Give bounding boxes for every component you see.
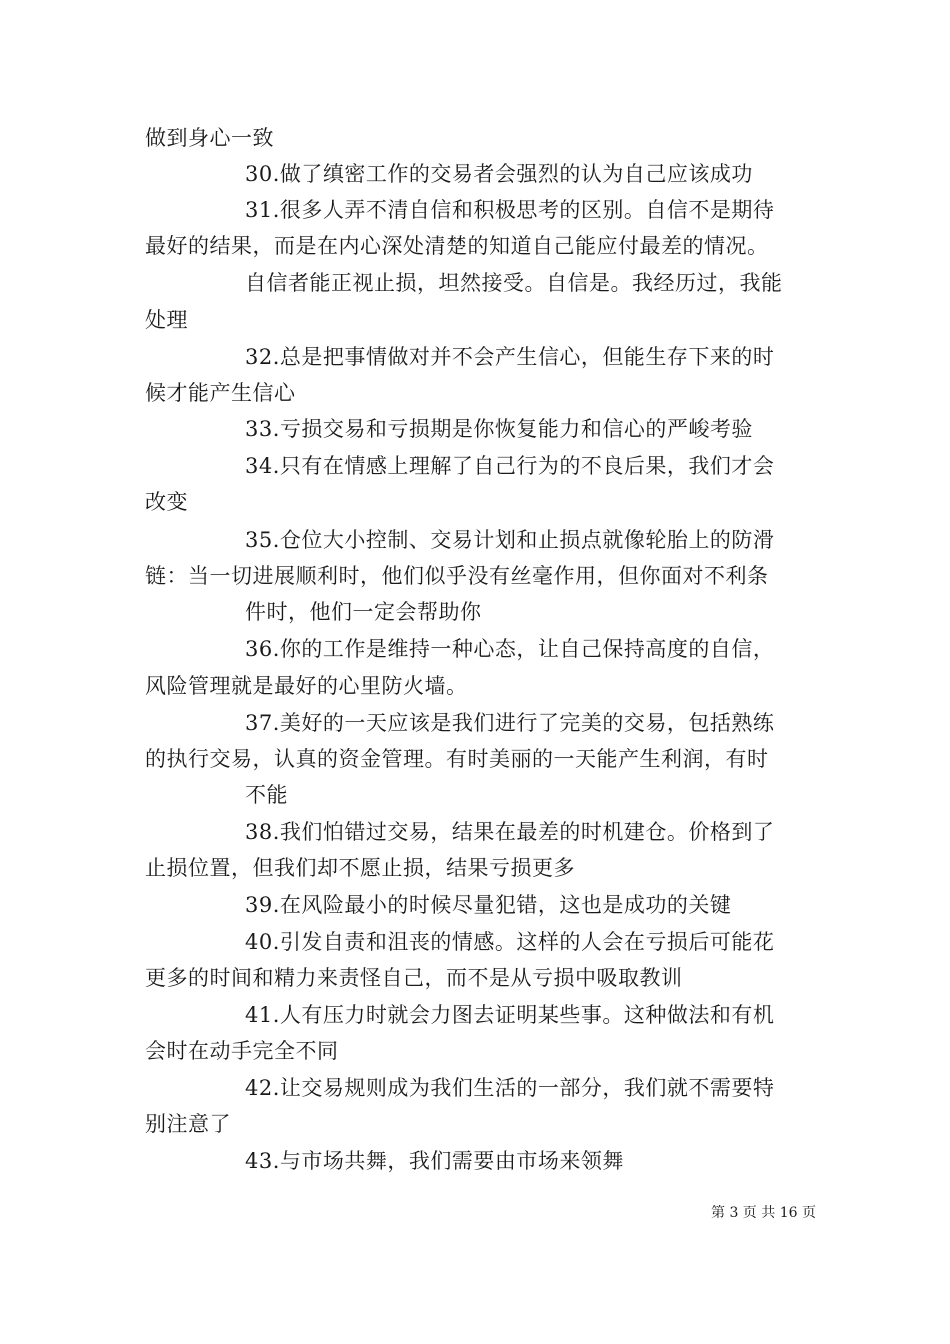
text-line: 改变 [145, 490, 188, 514]
text-line: 40.引发自责和沮丧的情感。这样的人会在亏损后可能花 [245, 930, 775, 954]
text-line: 38.我们怕错过交易，结果在最差的时机建仓。价格到了 [245, 820, 775, 844]
text-line: 41.人有压力时就会力图去证明某些事。这种做法和有机 [245, 1003, 775, 1027]
text-line: 件时，他们一定会帮助你 [245, 600, 482, 624]
text-line: 不能 [245, 783, 288, 807]
text-line: 最好的结果，而是在内心深处清楚的知道自己能应付最差的情况。 [145, 234, 769, 258]
page-footer: 第 3 页 共 16 页 [711, 1205, 816, 1221]
text-line: 35.仓位大小控制、交易计划和止损点就像轮胎上的防滑 [245, 528, 775, 552]
text-line: 33.亏损交易和亏损期是你恢复能力和信心的严峻考验 [245, 417, 753, 441]
text-line: 自信者能正视止损，坦然接受。自信是。我经历过，我能 [245, 271, 783, 295]
text-line: 的执行交易，认真的资金管理。有时美丽的一天能产生利润，有时 [145, 747, 769, 771]
text-line: 31.很多人弄不清自信和积极思考的区别。自信不是期待 [245, 198, 775, 222]
text-line: 36.你的工作是维持一种心态，让自己保持高度的自信， [245, 637, 775, 661]
text-line: 39.在风险最小的时候尽量犯错，这也是成功的关键 [245, 893, 732, 917]
text-line: 别注意了 [145, 1112, 231, 1136]
text-line: 会时在动手完全不同 [145, 1039, 339, 1063]
text-line: 处理 [145, 308, 188, 332]
text-line: 43.与市场共舞，我们需要由市场来领舞 [245, 1149, 624, 1173]
text-line: 风险管理就是最好的心里防火墙。 [145, 674, 468, 698]
text-line: 42.让交易规则成为我们生活的一部分，我们就不需要特 [245, 1076, 775, 1100]
text-line: 候才能产生信心 [145, 381, 296, 405]
text-line: 37.美好的一天应该是我们进行了完美的交易，包括熟练 [245, 711, 775, 735]
text-line: 止损位置，但我们却不愿止损，结果亏损更多 [145, 856, 575, 880]
text-line: 30.做了缜密工作的交易者会强烈的认为自己应该成功 [245, 162, 753, 186]
text-line: 更多的时间和精力来责怪自己，而不是从亏损中吸取教训 [145, 966, 683, 990]
text-line: 34.只有在情感上理解了自己行为的不良后果，我们才会 [245, 454, 775, 478]
text-line: 32.总是把事情做对并不会产生信心，但能生存下来的时 [245, 345, 775, 369]
text-line: 做到身心一致 [145, 126, 274, 150]
text-line: 链：当一切进展顺利时，他们似乎没有丝毫作用，但你面对不利条 [145, 564, 769, 588]
